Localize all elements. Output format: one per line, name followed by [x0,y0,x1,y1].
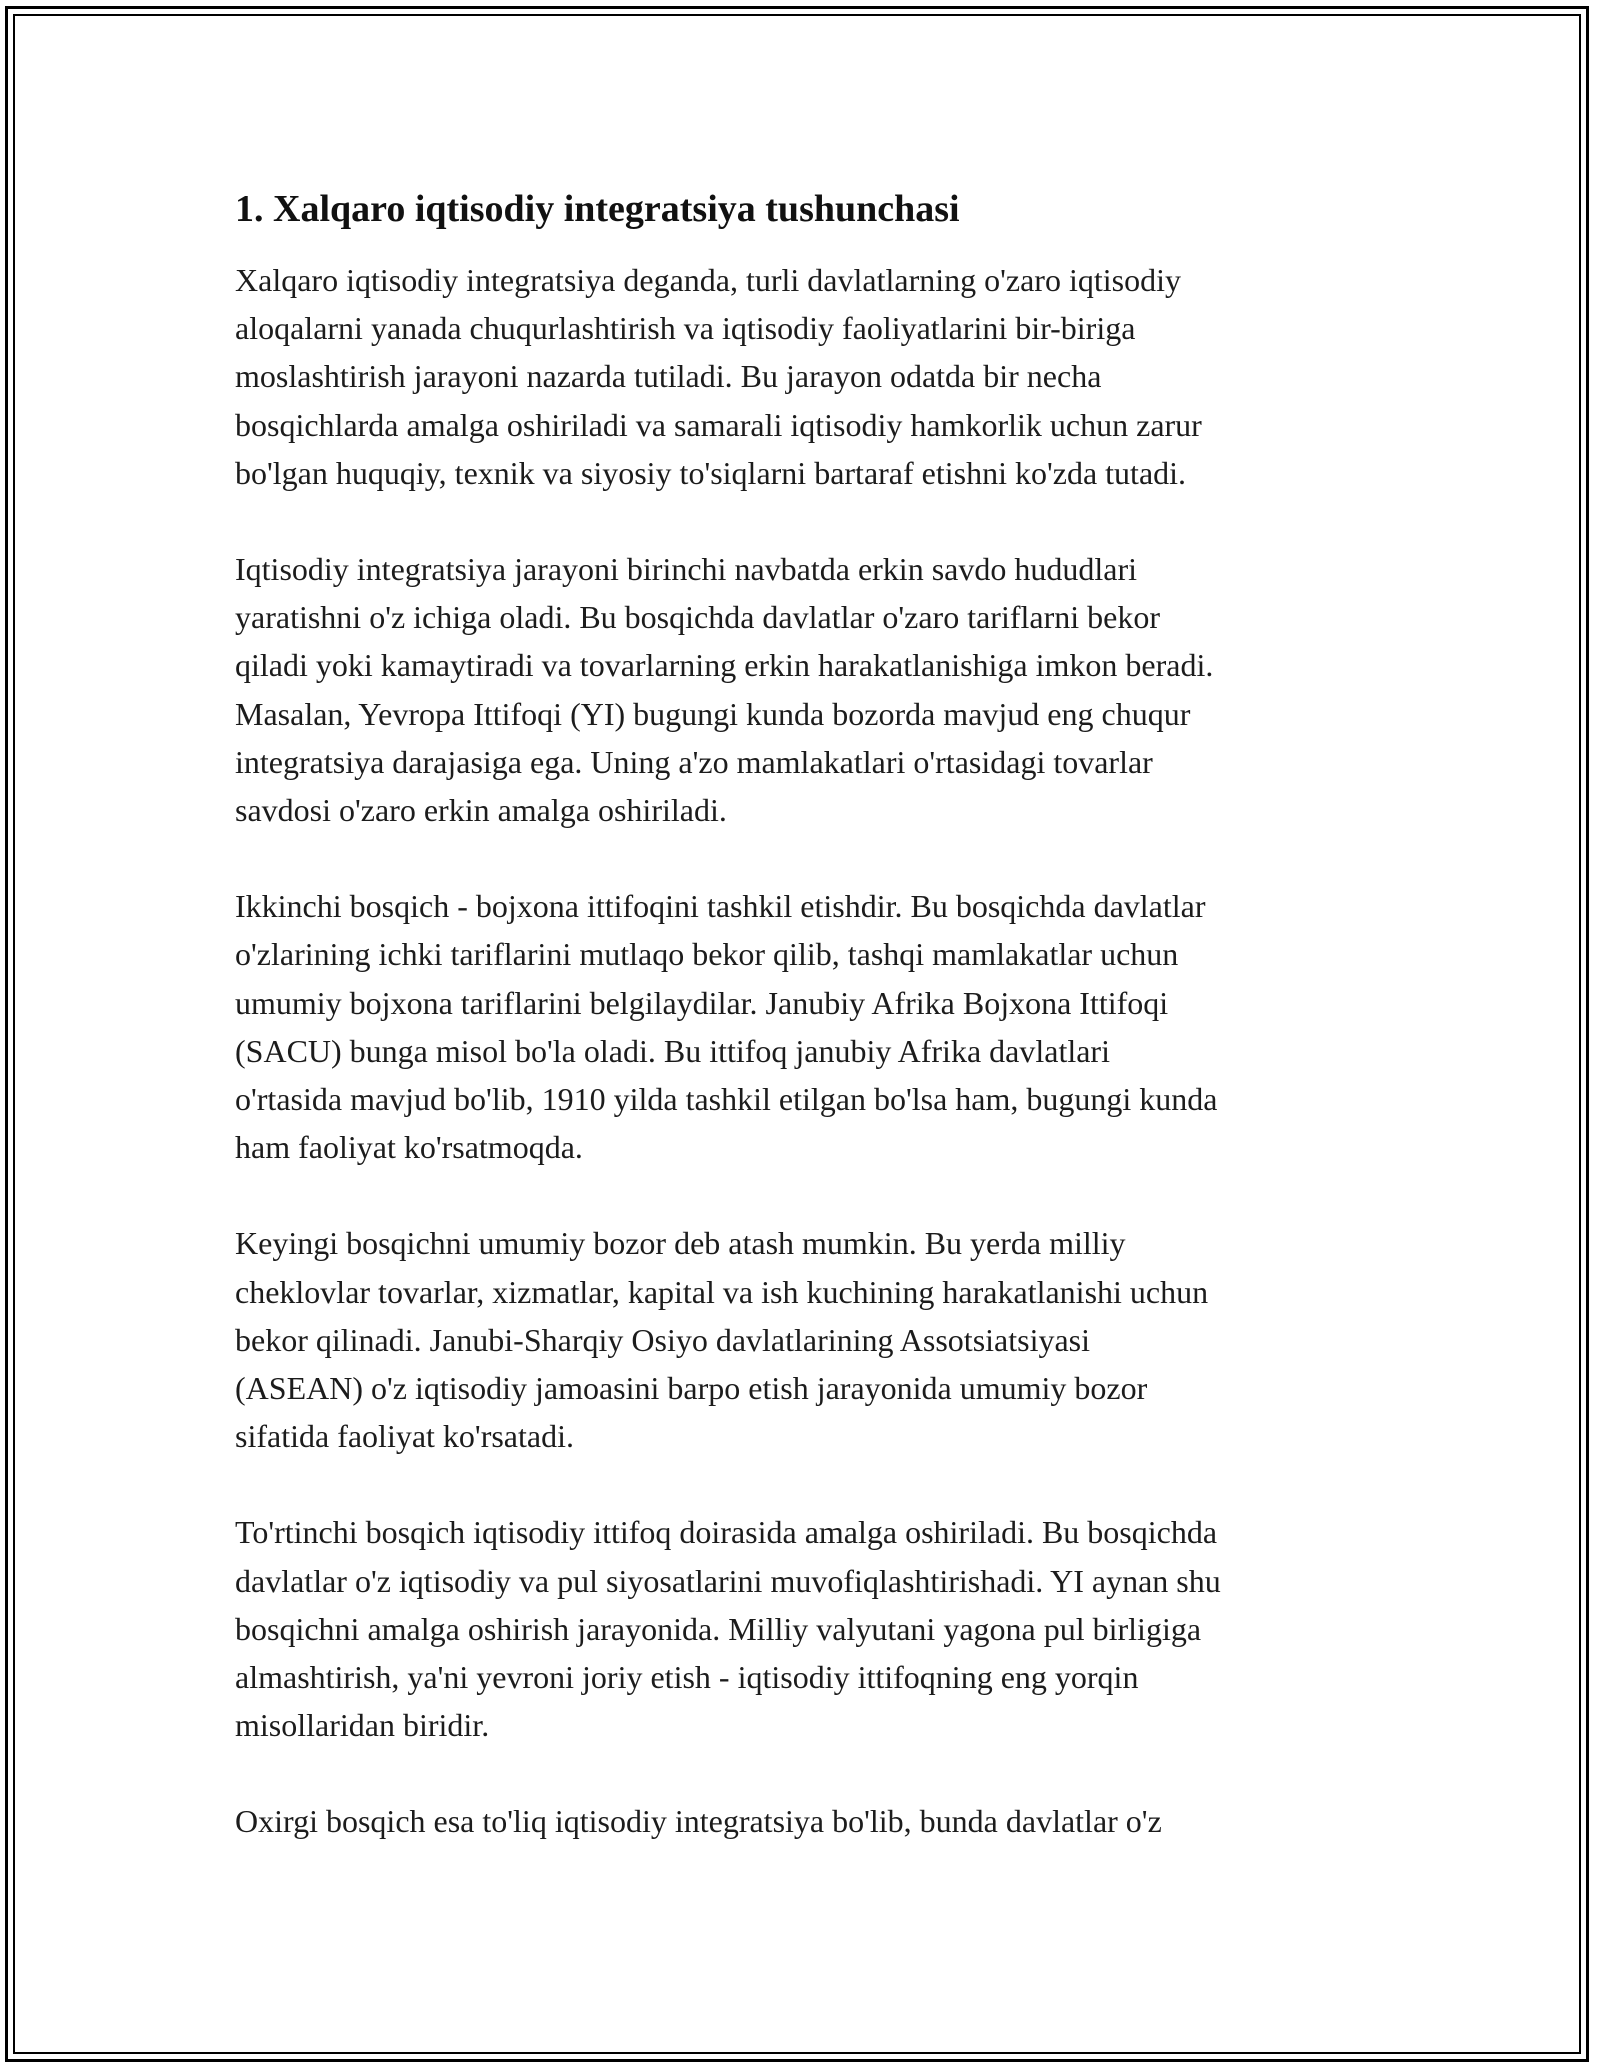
text-line: Masalan, Yevropa Ittifoqi (YI) bugungi kunda bozorda mavjud eng chuqur [235,695,1191,732]
text-line: Ikkinchi bosqich - bojxona ittifoqini tashkil etishdir. Bu bosqichda davlatlar [235,888,1206,925]
text-line: o'zlarining ichki tariflarini mutlaqo bekor qilib, tashqi mamlakatlar uchun [235,936,1179,973]
text-line: sifatida faoliyat ko'rsatadi. [235,1418,574,1455]
text-line: moslashtirish jarayoni nazarda tutiladi. Bu jarayon odatda bir necha [235,358,1102,395]
text-line: (SACU) bunga misol bo'la oladi. Bu ittifoq janubiy Afrika davlatlari [235,1032,1110,1069]
text-line: davlatlar o'z iqtisodiy va pul siyosatlarini muvofiqlashtirishadi. YI aynan shu [235,1562,1221,1599]
text-line: bosqichni amalga oshirish jarayonida. Milliy valyutani yagona pul birligiga [235,1610,1202,1647]
text-line: (ASEAN) o'z iqtisodiy jamoasini barpo etish jarayonida umumiy bozor [235,1370,1148,1407]
paragraph [235,256,1375,497]
text-line: qiladi yoki kamaytiradi va tovarlarning erkin harakatlanishiga imkon beradi. [235,647,1214,684]
text-line: Keyingi bosqichni umumiy bozor deb atash mumkin. Bu yerda milliy [235,1225,1126,1262]
text-line: cheklovlar tovarlar, xizmatlar, kapital va ish kuchining harakatlanishi uchun [235,1273,1209,1310]
text-line: misollaridan biridir. [235,1707,490,1744]
text-line: integratsiya darajasiga ega. Uning a'zo mamlakatlari o'rtasidagi tovarlar [235,743,1153,780]
text-line: bo'lgan huquqiy, texnik va siyosiy to'siqlarni bartaraf etishni ko'zda tutadi. [235,454,1187,491]
text-line: Xalqaro iqtisodiy integratsiya deganda, turli davlatlarning o'zaro iqtisodiy [235,262,1181,298]
text-line: o'rtasida mavjud bo'lib, 1910 yilda tashkil etilgan bo'lsa ham, bugungi kunda [235,1081,1218,1118]
text-line: bekor qilinadi. Janubi-Sharqiy Osiyo davlatlarining Assotsiatsiyasi [235,1321,1091,1358]
text-line: To'rtinchi bosqich iqtisodiy ittifoq doirasida amalga oshiriladi. Bu bosqichda [235,1514,1218,1551]
text-line: Iqtisodiy integratsiya jarayoni birinchi navbatda erkin savdo hududlari [235,551,1137,588]
text-line: Oxirgi bosqich esa to'liq iqtisodiy integratsiya bo'lib, bunda davlatlar o'z [235,1803,1162,1840]
text-line: ham faoliyat ko'rsatmoqda. [235,1129,583,1166]
paragraph [235,1508,1375,1749]
text-line: bosqichlarda amalga oshiriladi va samarali iqtisodiy hamkorlik uchun zarur [235,406,1202,443]
text-line: umumiy bojxona tariflarini belgilaydilar. Janubiy Afrika Bojxona Ittifoqi [235,984,1169,1021]
text-line: aloqalarni yanada chuqurlashtirish va iqtisodiy faoliyatlarini bir-biriga [235,310,1136,347]
paragraph [235,1219,1375,1460]
paragraph [235,545,1375,834]
text-line: almashtirish, ya'ni yevroni joriy etish - iqtisodiy ittifoqning eng yorqin [235,1659,1139,1696]
paragraph [235,1797,1375,1845]
paragraph [235,882,1375,1171]
text-line: yaratishni o'z ichiga oladi. Bu bosqichda davlatlar o'zaro tariflarni bekor [235,599,1160,636]
section-heading: 1. Xalqaro iqtisodiy integratsiya tushunchasi [235,188,960,230]
paragraph-list [235,256,1375,1846]
text-line: savdosi o'zaro erkin amalga oshiriladi. [235,792,727,829]
document-page [235,185,1375,1894]
